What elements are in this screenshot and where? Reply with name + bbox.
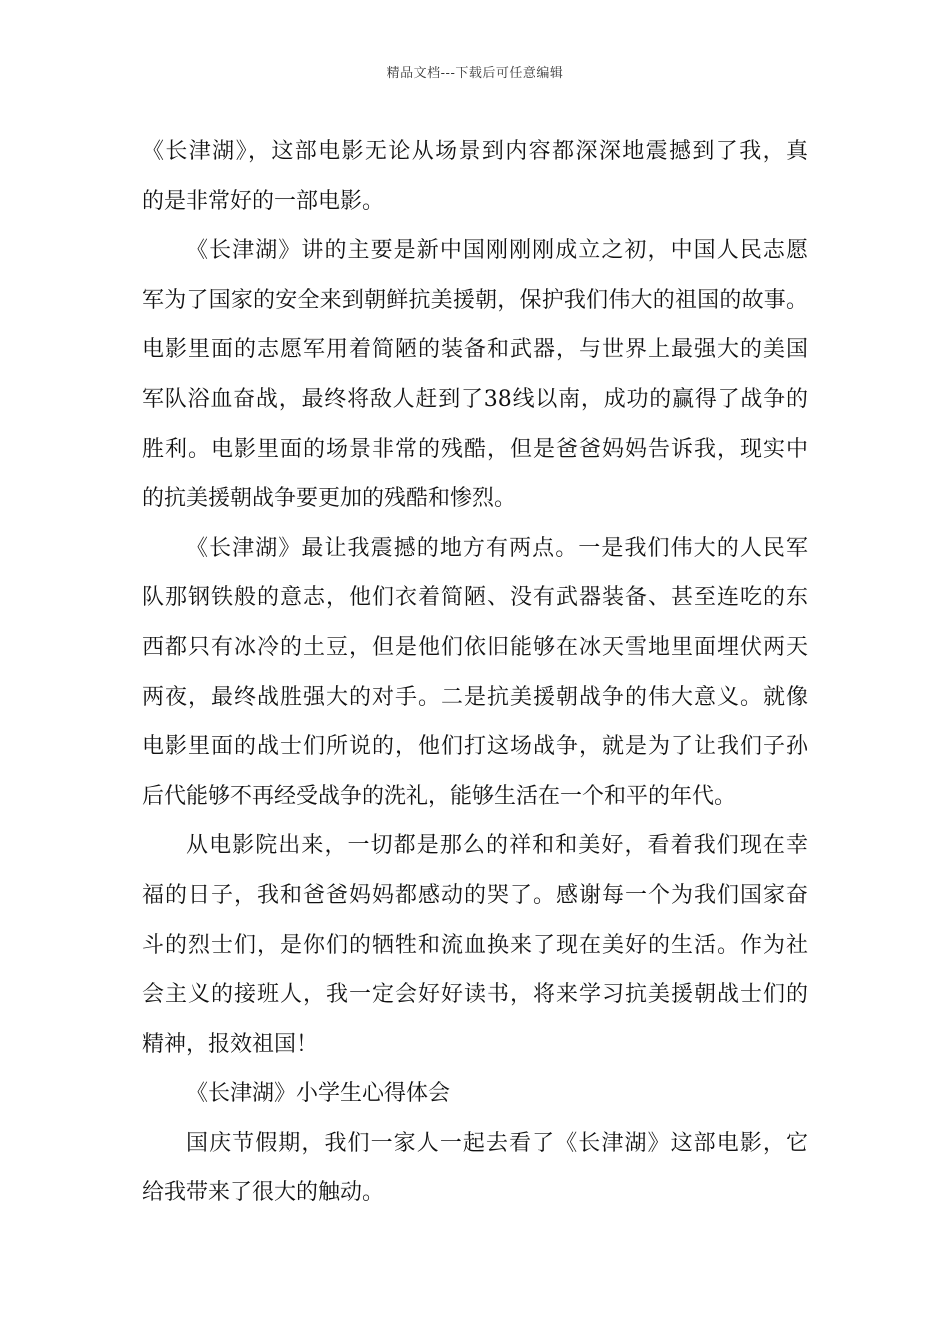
page-header: 精品文档---下载后可任意编辑 <box>386 66 564 81</box>
section-title: 《长津湖》小学生心得体会 <box>186 1081 451 1107</box>
text-line: 军队浴血奋战，最终将敌人赶到了38线以南，成功的赢得了战争的 <box>142 386 808 412</box>
text-line: 国庆节假期，我们一家人一起去看了《长津湖》这部电影，它 <box>186 1130 808 1156</box>
text-line: 两夜，最终战胜强大的对手。二是抗美援朝战争的伟大意义。就像 <box>142 684 808 710</box>
text-line: 电影里面的战士们所说的，他们打这场战争，就是为了让我们子孙 <box>142 734 808 760</box>
text-line: 电影里面的志愿军用着简陋的装备和武器，与世界上最强大的美国 <box>142 337 808 363</box>
text-line: 队那钢铁般的意志，他们衣着简陋、没有武器装备、甚至连吃的东 <box>142 585 808 611</box>
text-line: 后代能够不再经受战争的洗礼，能够生活在一个和平的年代。 <box>142 783 737 809</box>
text-line: 西都只有冰冷的土豆，但是他们依旧能够在冰天雪地里面埋伏两天 <box>142 634 808 660</box>
text-line: 军为了国家的安全来到朝鲜抗美援朝，保护我们伟大的祖国的故事。 <box>142 287 808 313</box>
text-line: 的是非常好的一部电影。 <box>142 188 385 214</box>
text-line: 从电影院出来，一切都是那么的祥和和美好，看着我们现在幸 <box>186 833 808 859</box>
text-line: 给我带来了很大的触动。 <box>142 1180 385 1206</box>
document-body <box>142 132 808 1223</box>
text-line: 的抗美援朝战争要更加的残酷和惨烈。 <box>142 486 517 512</box>
text-line: 福的日子，我和爸爸妈妈都感动的哭了。感谢每一个为我们国家奋 <box>142 882 808 908</box>
text-line: 会主义的接班人，我一定会好好读书，将来学习抗美援朝战士们的 <box>142 982 808 1008</box>
text-line: 《长津湖》讲的主要是新中国刚刚刚成立之初，中国人民志愿 <box>186 238 808 264</box>
text-line: 《长津湖》，这部电影无论从场景到内容都深深地震撼到了我，真 <box>142 139 808 164</box>
text-line: 斗的烈士们，是你们的牺牲和流血换来了现在美好的生活。作为社 <box>142 932 808 958</box>
text-line: 《长津湖》最让我震撼的地方有两点。一是我们伟大的人民军 <box>186 535 808 561</box>
text-line: 胜利。电影里面的场景非常的残酷，但是爸爸妈妈告诉我，现实中 <box>142 436 808 462</box>
text-line: 精神，报效祖国！ <box>142 1031 319 1057</box>
